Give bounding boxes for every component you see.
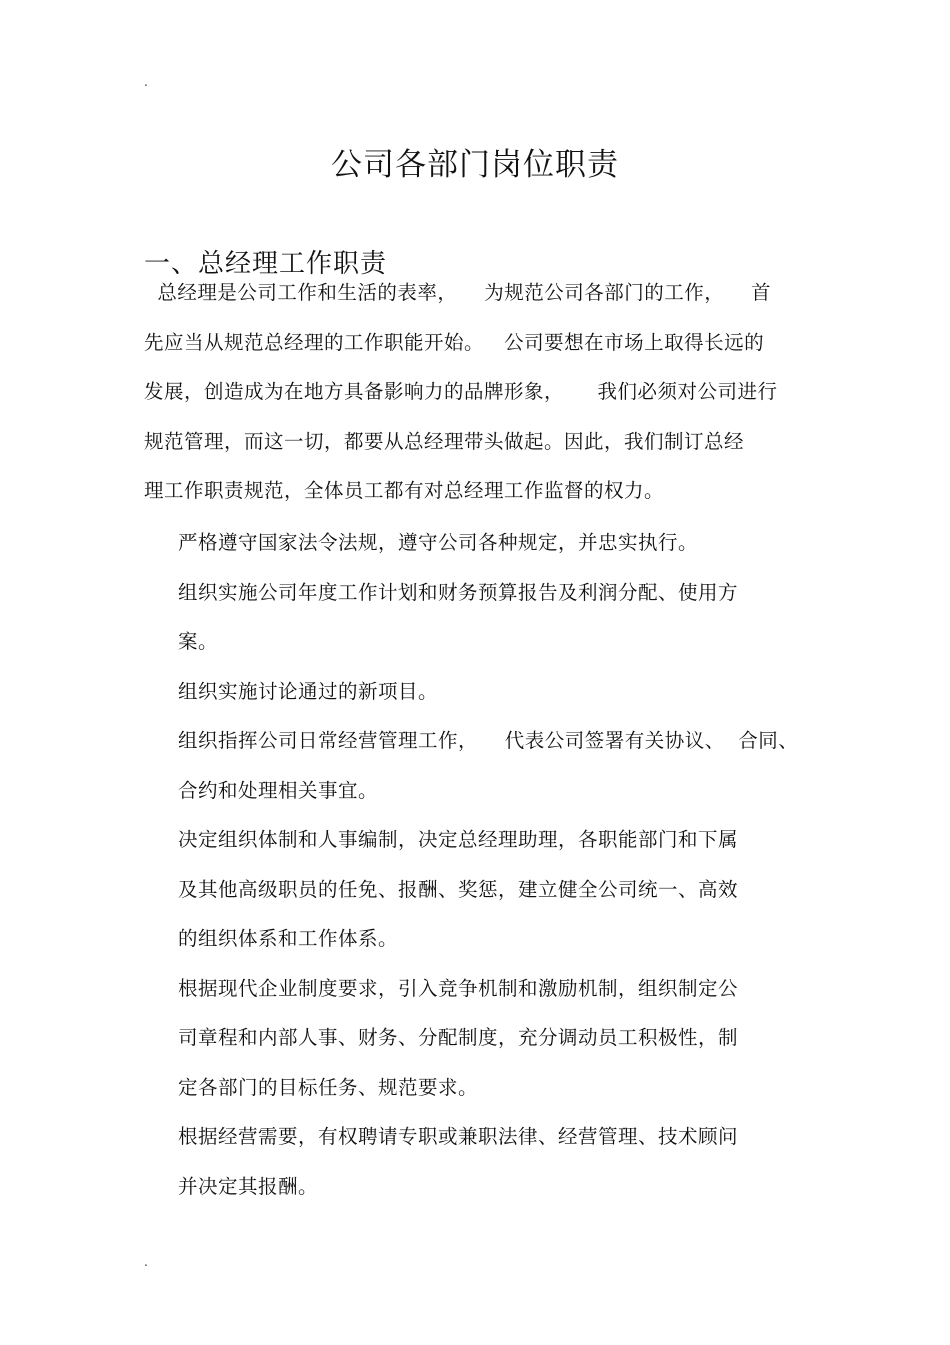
duty-item bbox=[178, 520, 838, 570]
duty-line: 组织实施公司年度工作计划和财务预算报告及利润分配、使用方 bbox=[178, 580, 739, 604]
duty-list bbox=[178, 520, 838, 1213]
duty-line: 决定组织体制和人事编制，决定总经理助理，各职能部门和下属 bbox=[178, 828, 739, 851]
duty-line: 及其他高级职员的任免、报酬、奖惩，建立健全公司统一、高效 bbox=[178, 877, 739, 901]
duty-item bbox=[178, 1114, 838, 1213]
duty-line: 的组织体系和工作体系。 bbox=[178, 927, 399, 950]
duty-line: 严格遵守国家法令法规，遵守公司各种规定，并忠实执行。 bbox=[178, 531, 699, 554]
duty-line: 并决定其报酬。 bbox=[178, 1174, 319, 1198]
duty-line: 司章程和内部人事、财务、分配制度，充分调动员工积极性，制 bbox=[178, 1026, 739, 1049]
duty-line: 根据经营需要，有权聘请专职或兼职法律、经营管理、技术顾问 bbox=[178, 1125, 739, 1148]
bottom-page-mark: . bbox=[144, 1255, 148, 1269]
duty-item bbox=[178, 570, 838, 669]
intro-line: 理工作职责规范，全体员工都有对总经理工作监督的权力。 bbox=[144, 479, 665, 502]
intro-line: 规范管理，而这一切，都要从总经理带头做起。因此，我们制订总经 bbox=[144, 429, 745, 453]
duty-line: 案。 bbox=[178, 630, 219, 653]
duty-line: 根据现代企业制度要求，引入竞争机制和激励机制，组织制定公 bbox=[178, 976, 739, 1000]
intro-line: 先应当从规范总经理的工作职能开始。 公司要想在市场上取得长远的 bbox=[144, 330, 765, 354]
duty-line: 合约和处理相关事宜。 bbox=[178, 778, 379, 802]
duty-item bbox=[178, 966, 838, 1115]
document-title: 公司各部门岗位职责 bbox=[331, 146, 619, 183]
duty-item bbox=[178, 817, 838, 966]
intro-line: 发展，创造成为在地方具备影响力的品牌形象， 我们必须对公司进行 bbox=[144, 380, 778, 403]
duty-line: 组织实施讨论通过的新项目。 bbox=[178, 679, 439, 703]
intro-line: 总经理是公司工作和生活的表率， 为规范公司各部门的工作， 首 bbox=[144, 281, 771, 304]
duty-line: 定各部门的目标任务、规范要求。 bbox=[178, 1075, 479, 1099]
top-page-mark: . bbox=[144, 75, 148, 89]
duty-item bbox=[178, 718, 838, 817]
duty-item bbox=[178, 669, 838, 719]
section-heading: 一、总经理工作职责 bbox=[144, 248, 388, 279]
intro-paragraph bbox=[144, 270, 824, 518]
duty-line: 组织指挥公司日常经营管理工作， 代表公司签署有关协议、 合同、 bbox=[178, 729, 799, 752]
